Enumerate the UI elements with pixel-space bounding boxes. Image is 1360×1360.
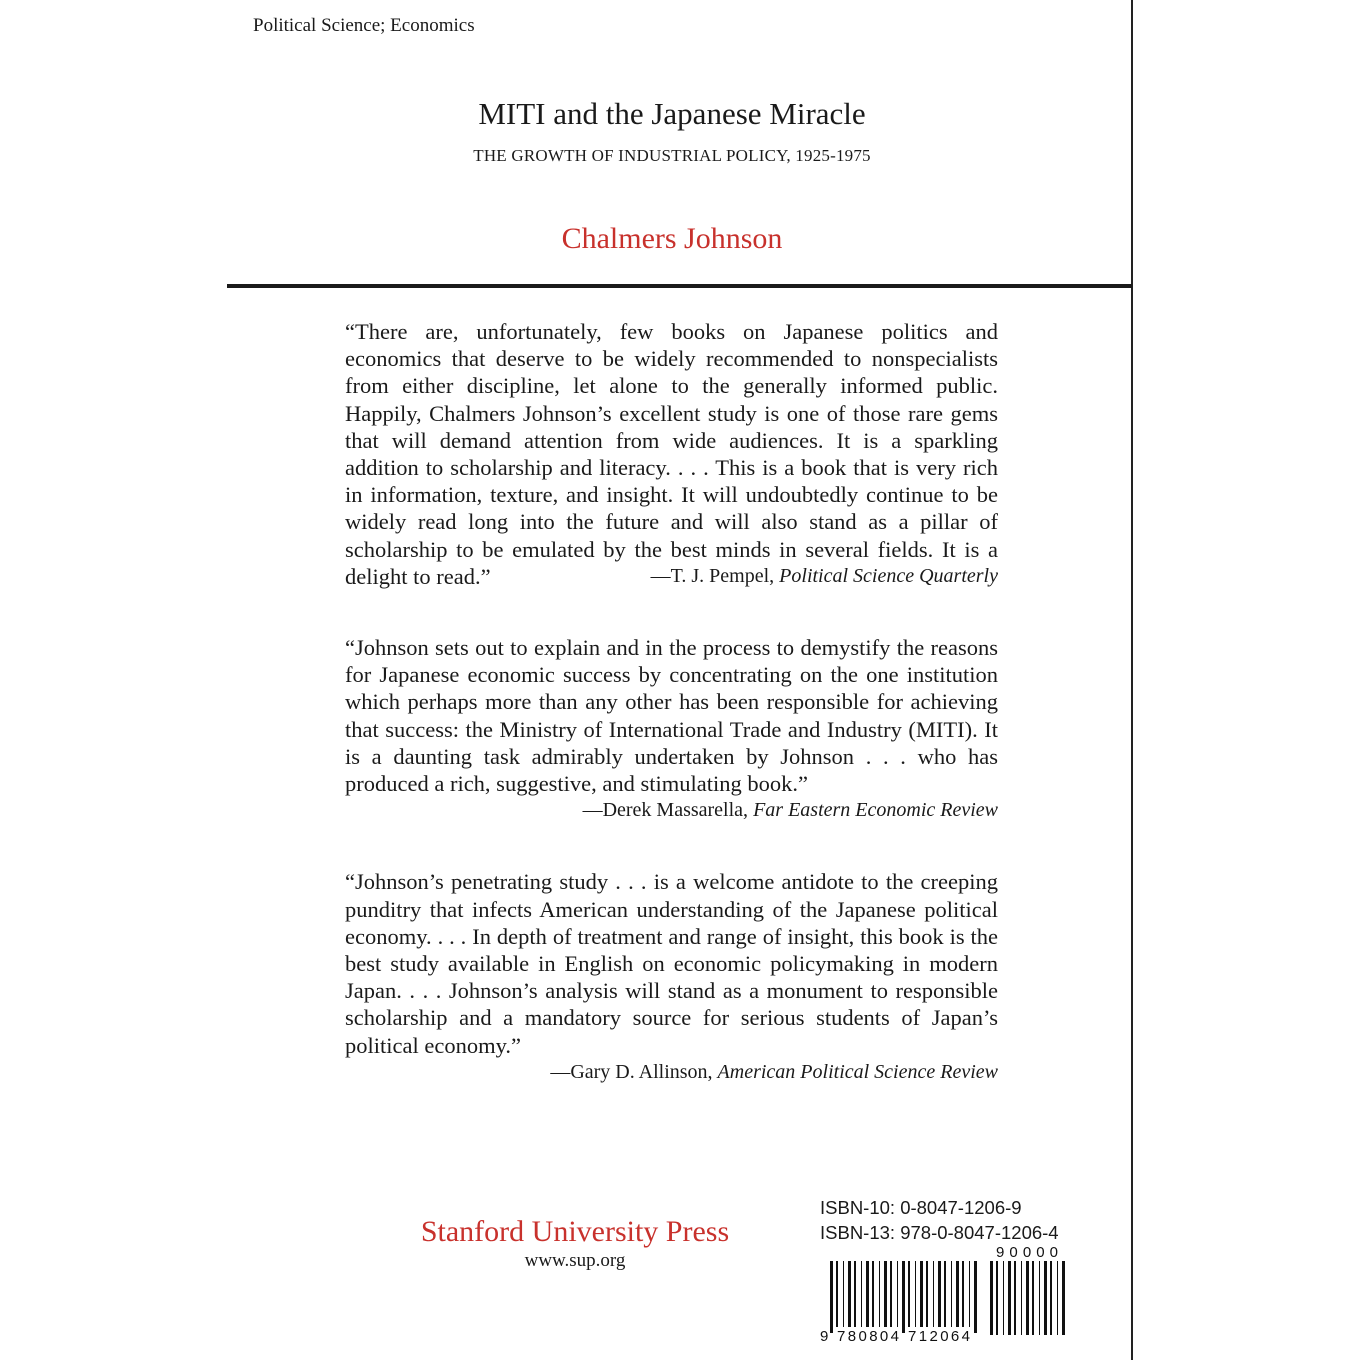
barcode-bar: [974, 1261, 977, 1333]
barcode-bar: [951, 1261, 952, 1327]
barcode-bar: [996, 1261, 998, 1335]
barcode-lead-digit: 9: [820, 1328, 829, 1345]
barcode-bar: [1021, 1261, 1022, 1335]
review-quote: [345, 634, 998, 824]
book-title: MITI and the Japanese Miracle: [478, 96, 866, 131]
barcode-bar: [843, 1261, 844, 1327]
barcode-bar: [962, 1261, 964, 1327]
barcode-bar: [861, 1261, 862, 1327]
barcode-bar: [1014, 1261, 1016, 1335]
barcode-bar: [1044, 1261, 1047, 1335]
review-quote: [345, 868, 998, 1086]
reviewer-name: —Gary D. Allinson,: [550, 1060, 713, 1083]
barcode-bar: [1057, 1261, 1058, 1335]
review-quotes: [345, 318, 998, 1130]
barcode-bar: [956, 1261, 959, 1327]
review-source: American Political Science Review: [717, 1060, 998, 1083]
barcode-bar: [890, 1261, 892, 1327]
review-quote: [345, 318, 998, 590]
quote-text: “Johnson sets out to explain and in the process to demystify the reasons for Japanese economic success by concentrating on the one institution which perhaps more than any other has been responsible for achieving that success: the Ministry of International Trade and Industry (MITI). It is a daunting task admirably undertaken by Johnson . . . who has produced a rich, suggestive, and stimulating book.”: [345, 635, 998, 797]
barcode-bar: [872, 1261, 874, 1327]
barcode-bar: [848, 1261, 851, 1327]
divider-rule: [227, 284, 1132, 288]
barcode-bar: [969, 1261, 970, 1327]
barcode-bar: [902, 1261, 905, 1333]
quote-attribution: [345, 797, 998, 824]
barcode-main-bars: [830, 1261, 977, 1333]
quote-attribution: [651, 563, 998, 590]
barcode-bar: [1050, 1261, 1052, 1335]
barcode-bar: [1008, 1261, 1011, 1335]
barcode-bar: [1039, 1261, 1040, 1335]
barcode-bar: [854, 1261, 856, 1327]
subject-category: Political Science; Economics: [253, 15, 475, 36]
publisher-website: www.sup.org: [524, 1250, 626, 1271]
barcode-bar: [866, 1261, 869, 1327]
barcode-bar: [938, 1261, 941, 1327]
quote-attribution: [345, 1059, 998, 1086]
barcode-bar: [830, 1261, 833, 1333]
barcode-bar: [884, 1261, 887, 1327]
isbn-13: ISBN-13: 978-0-8047-1206-4: [820, 1222, 1059, 1243]
reviewer-name: —Derek Massarella,: [582, 799, 749, 822]
barcode-addon-bars: [990, 1261, 1065, 1335]
barcode-bar: [920, 1261, 923, 1327]
publisher-name: Stanford University Press: [420, 1215, 730, 1248]
quote-text: “Johnson’s penetrating study . . . is a welcome antidote to the creeping punditry that infects American understanding of the Japanese political economy. . . . In depth of treatment and range of insight, this book is the best study available in English on economic policymaking in modern Japan. . . . Johnson’s analysis will stand as a monument to responsible scholarship and a mandatory source for serious students of Japan’s political economy.”: [345, 869, 998, 1058]
barcode-bar: [926, 1261, 928, 1327]
barcode-bar: [879, 1261, 880, 1327]
barcode-bar: [1003, 1261, 1004, 1335]
barcode-bar: [990, 1261, 993, 1335]
barcode-digits-left: 780804: [837, 1328, 899, 1345]
barcode-digits-right: 712064: [908, 1328, 970, 1345]
author-name: Chalmers Johnson: [561, 222, 783, 255]
barcode-bar: [1062, 1261, 1065, 1335]
reviewer-name: —T. J. Pempel,: [650, 564, 775, 587]
review-source: Political Science Quarterly: [779, 564, 998, 587]
barcode-bar: [944, 1261, 946, 1327]
barcode-bar: [1026, 1261, 1029, 1335]
quote-text: “There are, unfortunately, few books on Japanese politics and economics that deserve to be widely recommended to nonspecialists from either discipline, let alone to the generally informed public. Happily, Chalmers Johnson’s excellent study is one of those rare gems that will demand attention from wide audiences. It is a sparkling addition to scholarship and literacy. . . . This is a book that is very rich in information, texture, and insight. It will undoubtedly continue to be widely read long into the future and will also stand as a pillar of scholarship to be emulated by the best minds in several fields. It is a delight to read.”: [345, 319, 998, 589]
review-source: Far Eastern Economic Review: [753, 799, 998, 822]
isbn-barcode: [820, 1245, 1075, 1345]
isbn-10: ISBN-10: 0-8047-1206-9: [820, 1197, 1022, 1218]
barcode-bar: [897, 1261, 898, 1327]
barcode-bar: [933, 1261, 934, 1327]
barcode-bar: [836, 1261, 838, 1327]
barcode-addon-digits: 90000: [996, 1245, 1058, 1261]
barcode-bar: [915, 1261, 916, 1327]
spine-edge-line: [1131, 0, 1133, 1360]
barcode-bar: [908, 1261, 910, 1327]
barcode-bar: [1032, 1261, 1034, 1335]
book-subtitle: THE GROWTH OF INDUSTRIAL POLICY, 1925-1975: [473, 146, 871, 165]
